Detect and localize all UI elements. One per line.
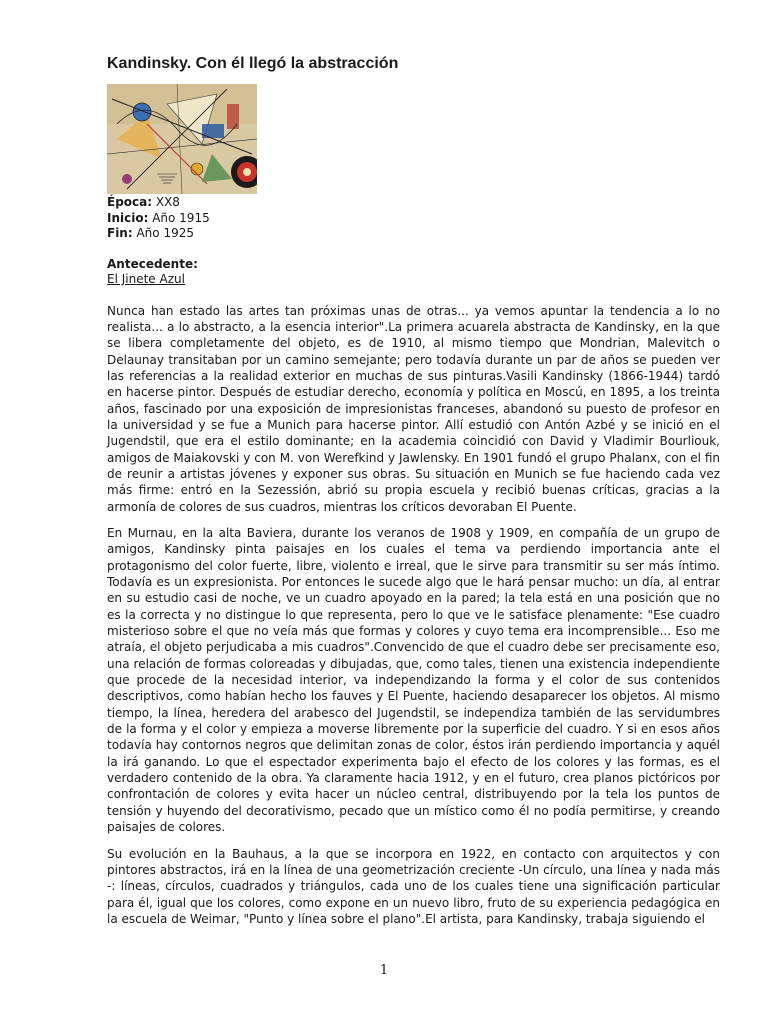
page-number: 1 [379, 963, 389, 978]
epoca-label: Época: [107, 195, 153, 209]
epoca-line [107, 195, 720, 211]
page-title: Kandinsky. Con él llegó la abstracción [107, 55, 399, 72]
antecedente-link[interactable]: El Jinete Azul [107, 272, 185, 286]
inicio-label: Inicio: [107, 210, 149, 225]
antecedente-line [107, 257, 720, 273]
paragraph: En Murnau, en la alta Baviera, durante los veranos de 1908 y 1909, en compañía de un grupo de amigos, Kandinsky pinta paisajes en los cuales el tema va perdiendo importancia ante el protagonismo del color fuerte, libre, violento e irreal, que le sirve para transmitir su ser más íntimo. Todavía es un expresionista. Por entonces le sucede algo que le hará pensar mucho: un día, al entrar en su estudio casi de noche, ve un cuadro apoyado en la pared; la tela está en una posición que no es la correcta y no distingue lo que representa, pero lo que ve le satisface plenamente: "Ese cuadro misterioso sobre el que no veía más que formas y colores y cuyo tema era incomprensible... Eso me atraía, el objeto perjudicaba a mis cuadros".Convencido de que el cuadro debe ser precisamente eso, una relación de formas coloreadas y dibujadas, que, como tales, tienen una existencia independiente que procede de la necesidad interior, va independizando la forma y el color de sus contenidos descriptivos, como habían hecho los fauves y El Puente, haciendo desaparecer los objetos. Al mismo tiempo, la línea, heredera del arabesco del Jugendstil, se independiza también de las servidumbres de la forma y el color y empieza a moverse libremente por la superficie del cuadro. Y si en esos años todavía hay contornos negros que delimitan zonas de color, éstos irán perdiendo importancia y aquél la irá ganando. Lo que el espectador experimenta bajo el efecto de los colores y las formas, es el verdadero contenido de la obra. Ya claramente hacia 1912, y en el futuro, crea planos pictóricos por confrontación de colores y evita hacer un núcleo central, distribuyendo por la tela los puntos de tensión y huyendo del decorativismo, pecado que un místico como él no podía permitirse, y creando paisajes de colores. [107, 525, 720, 835]
document-page [107, 54, 720, 937]
metadata-block [107, 195, 720, 303]
inicio-value: Año 1915 [148, 210, 210, 225]
fin-line [107, 226, 720, 242]
inicio-line [107, 211, 720, 227]
antecedente-label: Antecedente: [107, 256, 198, 271]
fin-label: Fin: [107, 226, 133, 240]
paragraph: Su evolución en la Bauhaus, a la que se incorpora en 1922, en contacto con arquitectos y con pintores abstractos, irá en la línea de una geometrización creciente -Un círculo, una línea y nada más -: líneas, círculos, cuadrados y triángulos, cada uno de los cuales tiene una significación particular para él, igual que los colores, como expone en un nuevo libro, fruto de su experiencia pedagógica en la escuela de Weimar, "Punto y línea sobre el plano".El artista, para Kandinsky, trabaja siguiendo el [107, 846, 720, 926]
fin-value: Año 1925 [132, 226, 194, 240]
painting-image [107, 84, 257, 194]
paragraph: Nunca han estado las artes tan próximas unas de otras... ya vemos apuntar la tendencia a lo no realista... a lo abstracto, a la esencia interior".La primera acuarela abstracta de Kandinsky, en la que se libera completamente del objeto, es de 1910, al mismo tiempo que Mondrian, Malevitch o Delaunay transitaban por un camino semejante; pero todavía durante un par de años se pueden ver las referencias a la realidad exterior en muchas de sus pinturas.Vasili Kandinsky (1866-1944) tardó en hacerse pintor. Después de estudiar derecho, economía y política en Moscú, en 1895, a los treinta años, fascinado por una exposición de impresionistas franceses, abandonó su puesto de profesor en la universidad y se fue a Munich para hacerse pintor. Allí estudió con Antón Azbé y se inició en el Jugendstil, que era el estilo dominante; en la academia coincidió con David y Vladimir Bourliouk, amigos de Maiakovski y con M. von Werefkind y Jawlensky. En 1901 fundó el grupo Phalanx, con el fin de reunir a artistas jóvenes y exponer sus obras. Su situación en Munich se fue haciendo cada vez más firme: entró en la Sezessión, abrió su propia escuela y recibió buenas críticas, gracias a la armonía de colores de sus cuadros, mientras los críticos devoraban El Puente. [107, 303, 720, 514]
epoca-value: XX8 [152, 195, 180, 209]
